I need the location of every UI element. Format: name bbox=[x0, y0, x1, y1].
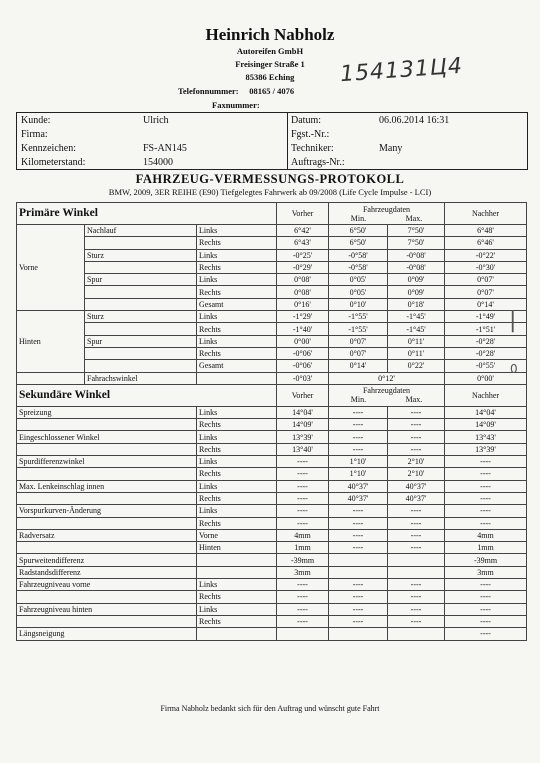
value-vorher: ---- bbox=[277, 591, 329, 603]
row-side-label: Rechts bbox=[197, 261, 277, 273]
col-max: Max. bbox=[405, 395, 423, 405]
section-title: Primäre Winkel bbox=[17, 203, 277, 225]
row-group-label: Radversatz bbox=[17, 529, 197, 541]
row-side-label: Links bbox=[197, 603, 277, 615]
value-nachher: 4mm bbox=[445, 529, 527, 541]
company-phone: Telefonnummer: 08165 / 4076 bbox=[178, 86, 295, 96]
value-max: ---- bbox=[388, 603, 445, 615]
value-nachher: 6°46' bbox=[445, 237, 527, 249]
table-row bbox=[17, 261, 527, 273]
fgst-label: Fgst.-Nr.: bbox=[291, 129, 330, 140]
value-vorher: -0°29' bbox=[277, 261, 329, 273]
row-group-label: Eingeschlossener Winkel bbox=[17, 431, 197, 443]
value-min: ---- bbox=[329, 419, 388, 431]
row-group-label bbox=[85, 298, 197, 310]
value-vorher: ---- bbox=[277, 505, 329, 517]
row-group-label bbox=[17, 419, 197, 431]
table-row bbox=[17, 335, 527, 347]
value-max: ---- bbox=[388, 505, 445, 517]
row-group-label bbox=[17, 492, 197, 504]
value-max: 7°50' bbox=[388, 237, 445, 249]
value-max: ---- bbox=[388, 591, 445, 603]
section-title: Sekundäre Winkel bbox=[17, 384, 277, 406]
value-min bbox=[329, 566, 388, 578]
axle-label-text: Hinten bbox=[19, 336, 41, 346]
value-min: -1°55' bbox=[329, 323, 388, 335]
col-min: Min. bbox=[350, 395, 367, 405]
section-header-row bbox=[17, 203, 527, 225]
value-min bbox=[329, 554, 388, 566]
handwritten-mark: 0 bbox=[510, 362, 518, 376]
value-min: ---- bbox=[329, 505, 388, 517]
row-group-label bbox=[85, 347, 197, 359]
value-min: 40°37' bbox=[329, 492, 388, 504]
value-nachher: ---- bbox=[445, 615, 527, 627]
value-max bbox=[388, 554, 445, 566]
row-group-label: Nachlauf bbox=[85, 225, 197, 237]
row-group-label: Radstandsdifferenz bbox=[17, 566, 197, 578]
value-vorher: 14°09' bbox=[277, 419, 329, 431]
value-nachher: ---- bbox=[445, 517, 527, 529]
value-max: -1°45' bbox=[388, 311, 445, 323]
value-max: ---- bbox=[388, 579, 445, 591]
col-vorher: Vorher bbox=[277, 203, 329, 225]
table-row bbox=[17, 603, 527, 615]
row-group-label: Längsneigung bbox=[17, 628, 197, 640]
row-side-label: Links bbox=[197, 311, 277, 323]
table-row bbox=[17, 298, 527, 310]
value-min: ---- bbox=[329, 615, 388, 627]
table-row bbox=[17, 431, 527, 443]
value-max: 0°11' bbox=[388, 335, 445, 347]
value-max: 0°11' bbox=[388, 347, 445, 359]
section-header-row bbox=[17, 384, 527, 406]
row-group-label bbox=[17, 615, 197, 627]
value-vorher: ---- bbox=[277, 492, 329, 504]
row-side-label: Links bbox=[197, 225, 277, 237]
value-nachher: -39mm bbox=[445, 554, 527, 566]
value-nachher: ---- bbox=[445, 579, 527, 591]
km-value: 154000 bbox=[143, 157, 173, 168]
value-vorher: 6°42' bbox=[277, 225, 329, 237]
value-vorher: 0°16' bbox=[277, 298, 329, 310]
value-max: 2°10' bbox=[388, 468, 445, 480]
value-min: 0°07' bbox=[329, 335, 388, 347]
row-group-label: Fahrzeugniveau vorne bbox=[17, 579, 197, 591]
row-side-label: Rechts bbox=[197, 443, 277, 455]
value-nachher: 0°14' bbox=[445, 298, 527, 310]
row-group-label bbox=[17, 517, 197, 529]
datum-label: Datum: bbox=[291, 115, 321, 126]
value-max: ---- bbox=[388, 406, 445, 418]
row-side-label: Rechts bbox=[197, 419, 277, 431]
table-row bbox=[17, 286, 527, 298]
value-min: 0°07' bbox=[329, 347, 388, 359]
value-nachher: -0°28' bbox=[445, 335, 527, 347]
value-min: ---- bbox=[329, 517, 388, 529]
row-side-label: Rechts bbox=[197, 347, 277, 359]
col-fahrzeugdaten bbox=[329, 384, 445, 406]
value-min: 1°10' bbox=[329, 468, 388, 480]
col-fz-label: Fahrzeugdaten bbox=[362, 386, 411, 396]
row-group-label bbox=[17, 468, 197, 480]
value-min: 0°05' bbox=[329, 274, 388, 286]
value-nachher: ---- bbox=[445, 603, 527, 615]
value-max bbox=[388, 566, 445, 578]
row-group-label: Spreizung bbox=[17, 406, 197, 418]
row-group-label: Spur bbox=[85, 274, 197, 286]
value-min: 0°10' bbox=[329, 298, 388, 310]
row-side-label: Rechts bbox=[197, 237, 277, 249]
value-vorher: ---- bbox=[277, 579, 329, 591]
value-max: 0°09' bbox=[388, 274, 445, 286]
col-min: Min. bbox=[350, 213, 367, 223]
value-nachher: -1°51' bbox=[445, 323, 527, 335]
datum-value: 06.06.2014 16:31 bbox=[379, 115, 450, 126]
row-group-label bbox=[17, 542, 197, 554]
value-vorher: 3mm bbox=[277, 566, 329, 578]
value-min: 6°50' bbox=[329, 225, 388, 237]
document-title: FAHRZEUG-VERMESSUNGS-PROTOKOLL bbox=[135, 172, 405, 186]
value-max: ---- bbox=[388, 443, 445, 455]
value-max: ---- bbox=[388, 419, 445, 431]
table-row bbox=[17, 517, 527, 529]
km-label: Kilometerstand: bbox=[21, 157, 86, 168]
value-min: 6°50' bbox=[329, 237, 388, 249]
table-row bbox=[17, 347, 527, 359]
value-nachher: 3mm bbox=[445, 566, 527, 578]
row-side-label: Links bbox=[197, 431, 277, 443]
row-side-label bbox=[197, 554, 277, 566]
footer-message: Firma Nabholz bedankt sich für den Auftrag und wünscht gute Fahrt bbox=[160, 704, 380, 713]
value-max: ---- bbox=[388, 517, 445, 529]
row-group-label: Fahrachswinkel bbox=[85, 372, 197, 384]
value-min: ---- bbox=[329, 431, 388, 443]
kennzeichen-label: Kennzeichen: bbox=[21, 143, 76, 154]
row-group-label bbox=[85, 286, 197, 298]
row-group-label bbox=[85, 360, 197, 372]
value-nachher: -0°22' bbox=[445, 249, 527, 261]
empty-cell bbox=[17, 372, 85, 384]
value-nachher: ---- bbox=[445, 492, 527, 504]
row-side-label: Rechts bbox=[197, 468, 277, 480]
col-fahrzeugdaten bbox=[329, 203, 445, 225]
row-side-label: Links bbox=[197, 249, 277, 261]
row-side-label: Rechts bbox=[197, 517, 277, 529]
customer-info-box bbox=[16, 112, 528, 170]
value-max: 40°37' bbox=[388, 480, 445, 492]
row-side-label: Rechts bbox=[197, 615, 277, 627]
value-min: ---- bbox=[329, 591, 388, 603]
company-line-1: Autoreifen GmbH bbox=[236, 46, 304, 56]
value-min: ---- bbox=[329, 542, 388, 554]
row-side-label: Links bbox=[197, 579, 277, 591]
row-side-label: Links bbox=[197, 335, 277, 347]
value-vorher: 0°08' bbox=[277, 274, 329, 286]
value-max: ---- bbox=[388, 431, 445, 443]
value-nachher: -0°28' bbox=[445, 347, 527, 359]
table-row bbox=[17, 554, 527, 566]
table-row bbox=[17, 274, 527, 286]
value-vorher: ---- bbox=[277, 480, 329, 492]
value-vorher: 1mm bbox=[277, 542, 329, 554]
value-max: ---- bbox=[388, 542, 445, 554]
row-group-label: Spurweitendifferenz bbox=[17, 554, 197, 566]
col-fz-label: Fahrzeugdaten bbox=[362, 204, 411, 214]
table-row bbox=[17, 628, 527, 640]
col-vorher: Vorher bbox=[277, 384, 329, 406]
techniker-value: Many bbox=[379, 143, 403, 154]
row-group-label bbox=[85, 261, 197, 273]
row-side-label: Rechts bbox=[197, 492, 277, 504]
table-row bbox=[17, 480, 527, 492]
value-vorher: 14°04' bbox=[277, 406, 329, 418]
row-group-label bbox=[85, 237, 197, 249]
row-group-label bbox=[85, 323, 197, 335]
table-row bbox=[17, 566, 527, 578]
value-min: -1°55' bbox=[329, 311, 388, 323]
col-nachher: Nachher bbox=[445, 203, 527, 225]
value-vorher: ---- bbox=[277, 468, 329, 480]
value-max: ---- bbox=[388, 615, 445, 627]
table-row bbox=[17, 225, 527, 237]
row-group-label: Sturz bbox=[85, 311, 197, 323]
value-nachher: 13°43' bbox=[445, 431, 527, 443]
row-group-label: Spur bbox=[85, 335, 197, 347]
value-nachher: -0°55' bbox=[445, 360, 527, 372]
table-row bbox=[17, 419, 527, 431]
value-min: ---- bbox=[329, 529, 388, 541]
axle-label-vorne: Vorne bbox=[17, 225, 85, 311]
company-name: Heinrich Nabholz bbox=[205, 25, 335, 44]
col-max: Max. bbox=[405, 213, 423, 223]
value-min: -0°58' bbox=[329, 261, 388, 273]
row-side-label: Gesamt bbox=[197, 298, 277, 310]
value-max: 0°22' bbox=[388, 360, 445, 372]
value-max: 0°09' bbox=[388, 286, 445, 298]
value-nachher: ---- bbox=[445, 456, 527, 468]
table-row bbox=[17, 505, 527, 517]
row-group-label: Spurdifferenzwinkel bbox=[17, 456, 197, 468]
value-max: 40°37' bbox=[388, 492, 445, 504]
handwritten-number: 154131Ц4 bbox=[339, 53, 464, 88]
row-side-label: Links bbox=[197, 406, 277, 418]
value-min: 0°05' bbox=[329, 286, 388, 298]
col-nachher: Nachher bbox=[445, 384, 527, 406]
value-nachher: 14°09' bbox=[445, 419, 527, 431]
table-row bbox=[17, 579, 527, 591]
value-nachher: 0°00' bbox=[445, 372, 527, 384]
table-row bbox=[17, 372, 527, 384]
row-side-label bbox=[197, 628, 277, 640]
value-max: 2°10' bbox=[388, 456, 445, 468]
table-row bbox=[17, 591, 527, 603]
value-nachher: ---- bbox=[445, 591, 527, 603]
value-vorher: 13°40' bbox=[277, 443, 329, 455]
value-vorher: ---- bbox=[277, 603, 329, 615]
value-fz-range: 0°12' bbox=[329, 372, 445, 384]
row-group-label: Sturz bbox=[85, 249, 197, 261]
row-group-label bbox=[17, 443, 197, 455]
table-row bbox=[17, 456, 527, 468]
table-row bbox=[17, 468, 527, 480]
value-max: -0°08' bbox=[388, 249, 445, 261]
table-row bbox=[17, 323, 527, 335]
row-side-label: Links bbox=[197, 274, 277, 286]
auftrag-label: Auftrags-Nr.: bbox=[291, 157, 345, 168]
value-nachher: ---- bbox=[445, 628, 527, 640]
table-row bbox=[17, 492, 527, 504]
value-min: ---- bbox=[329, 406, 388, 418]
value-min: -0°58' bbox=[329, 249, 388, 261]
value-nachher: 0°07' bbox=[445, 286, 527, 298]
value-nachher: ---- bbox=[445, 468, 527, 480]
value-vorher bbox=[277, 628, 329, 640]
value-min: 40°37' bbox=[329, 480, 388, 492]
table-row bbox=[17, 406, 527, 418]
kennzeichen-value: FS-AN145 bbox=[143, 143, 187, 154]
value-max: -1°45' bbox=[388, 323, 445, 335]
value-nachher: 14°04' bbox=[445, 406, 527, 418]
value-nachher: -1°49' bbox=[445, 311, 527, 323]
row-side-label: Gesamt bbox=[197, 360, 277, 372]
value-nachher: ---- bbox=[445, 505, 527, 517]
kunde-value: Ulrich bbox=[143, 115, 169, 126]
value-nachher: 6°48' bbox=[445, 225, 527, 237]
value-vorher: -0°03' bbox=[277, 372, 329, 384]
table-row bbox=[17, 249, 527, 261]
row-group-label: Fahrzeugniveau hinten bbox=[17, 603, 197, 615]
table-row bbox=[17, 443, 527, 455]
value-vorher: -1°40' bbox=[277, 323, 329, 335]
value-max bbox=[388, 628, 445, 640]
firma-label: Firma: bbox=[21, 129, 48, 140]
table-row bbox=[17, 615, 527, 627]
kunde-label: Kunde: bbox=[21, 115, 51, 126]
value-vorher: ---- bbox=[277, 517, 329, 529]
row-side-label: Rechts bbox=[197, 286, 277, 298]
value-vorher: ---- bbox=[277, 456, 329, 468]
table-row bbox=[17, 360, 527, 372]
company-city: 85386 Eching bbox=[245, 72, 295, 82]
table-row bbox=[17, 542, 527, 554]
row-group-label bbox=[17, 591, 197, 603]
row-group-label: Max. Lenkeinschlag innen bbox=[17, 480, 197, 492]
value-min bbox=[329, 628, 388, 640]
row-side-label bbox=[197, 566, 277, 578]
value-max: -0°08' bbox=[388, 261, 445, 273]
value-max: ---- bbox=[388, 529, 445, 541]
value-vorher: -0°06' bbox=[277, 360, 329, 372]
value-max: 0°18' bbox=[388, 298, 445, 310]
value-max: 7°50' bbox=[388, 225, 445, 237]
value-min: ---- bbox=[329, 443, 388, 455]
value-min: ---- bbox=[329, 579, 388, 591]
table-row bbox=[17, 237, 527, 249]
axle-label-hinten bbox=[17, 311, 85, 372]
value-vorher: 4mm bbox=[277, 529, 329, 541]
value-nachher: 1mm bbox=[445, 542, 527, 554]
handwritten-mark: | bbox=[509, 308, 517, 333]
row-side-label: Links bbox=[197, 480, 277, 492]
value-vorher: ---- bbox=[277, 615, 329, 627]
company-fax: Faxnummer: bbox=[212, 100, 260, 110]
vehicle-subtitle: BMW, 2009, 3ER REIHE (E90) Tiefgelegtes Fahrwerk ab 09/2008 (Life Cycle Impulse - LCI) bbox=[108, 187, 432, 197]
row-side-label: Links bbox=[197, 505, 277, 517]
company-street: Freisinger Straße 1 bbox=[235, 59, 305, 69]
value-nachher: 0°07' bbox=[445, 274, 527, 286]
value-nachher: -0°30' bbox=[445, 261, 527, 273]
row-side-label: Links bbox=[197, 456, 277, 468]
value-vorher: 6°43' bbox=[277, 237, 329, 249]
value-nachher: ---- bbox=[445, 480, 527, 492]
value-vorher: 13°39' bbox=[277, 431, 329, 443]
row-group-label: Vorspurkurven-Änderung bbox=[17, 505, 197, 517]
row-side-label: Vorne bbox=[197, 529, 277, 541]
techniker-label: Techniker: bbox=[291, 143, 334, 154]
value-vorher: -39mm bbox=[277, 554, 329, 566]
row-side-label: Hinten bbox=[197, 542, 277, 554]
value-vorher: -1°29' bbox=[277, 311, 329, 323]
value-min: 0°14' bbox=[329, 360, 388, 372]
value-vorher: 0°08' bbox=[277, 286, 329, 298]
table-row bbox=[17, 529, 527, 541]
value-min: 1°10' bbox=[329, 456, 388, 468]
table-row bbox=[17, 311, 527, 323]
value-min: ---- bbox=[329, 603, 388, 615]
row-side-label bbox=[197, 372, 277, 384]
row-side-label: Rechts bbox=[197, 591, 277, 603]
value-vorher: -0°06' bbox=[277, 347, 329, 359]
row-side-label: Rechts bbox=[197, 323, 277, 335]
value-vorher: 0°00' bbox=[277, 335, 329, 347]
measurement-table bbox=[16, 202, 527, 641]
value-vorher: -0°25' bbox=[277, 249, 329, 261]
value-nachher: 13°39' bbox=[445, 443, 527, 455]
